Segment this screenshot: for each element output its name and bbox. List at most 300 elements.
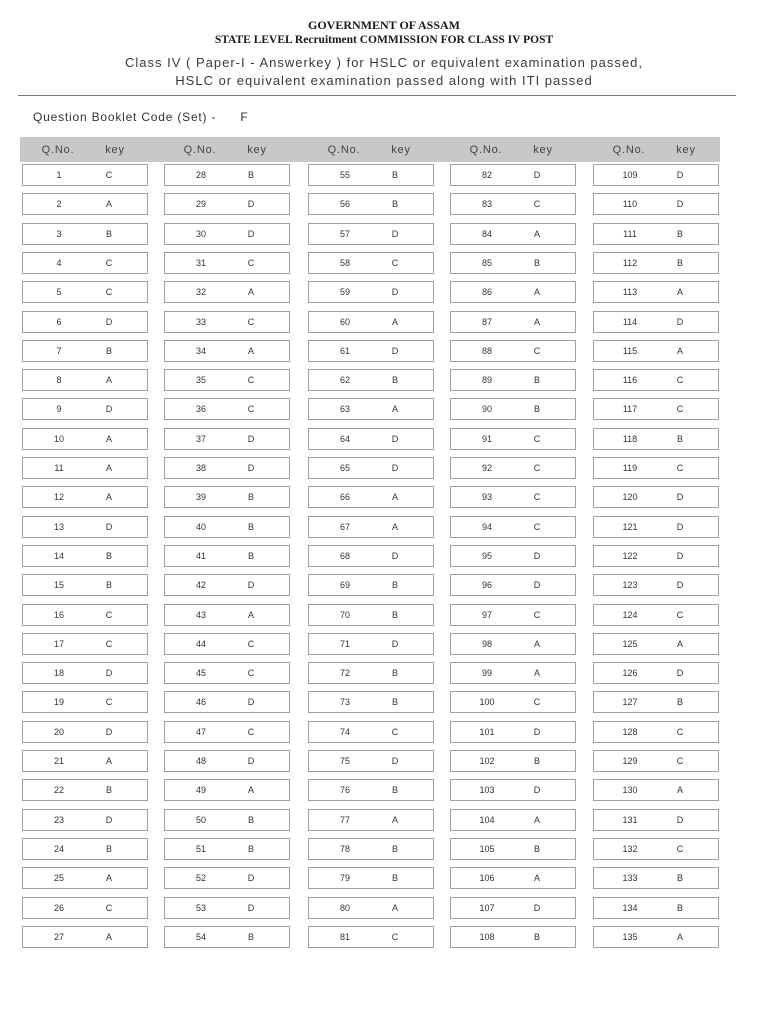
- question-number: 22: [53, 785, 64, 795]
- question-number: 51: [195, 844, 206, 854]
- question-number: 33: [195, 317, 206, 327]
- question-number: 32: [195, 287, 206, 297]
- answer-key: A: [533, 873, 540, 883]
- question-number: 123: [622, 580, 638, 590]
- answer-key: C: [533, 697, 541, 707]
- answer-key: D: [105, 522, 113, 532]
- answer-key: A: [247, 287, 254, 297]
- question-number: 78: [339, 844, 350, 854]
- question-number: 74: [339, 727, 350, 737]
- question-number: 89: [481, 375, 492, 385]
- answer-key: A: [676, 346, 683, 356]
- question-number: 64: [339, 434, 350, 444]
- answer-row: [450, 281, 576, 303]
- answer-row: [308, 867, 434, 889]
- question-number: 83: [481, 199, 492, 209]
- answer-row: [164, 750, 290, 772]
- answer-row: [450, 545, 576, 567]
- answer-key: D: [533, 903, 541, 913]
- question-number: 31: [195, 258, 206, 268]
- answer-row: [164, 604, 290, 626]
- answer-row: [308, 545, 434, 567]
- answer-row: [308, 281, 434, 303]
- question-number: 13: [53, 522, 64, 532]
- question-number: 114: [622, 317, 638, 327]
- answer-key: D: [533, 785, 541, 795]
- answer-row: [593, 691, 719, 713]
- question-number: 41: [195, 551, 206, 561]
- question-number: 87: [481, 317, 492, 327]
- answer-row: [22, 779, 148, 801]
- question-number: 12: [53, 492, 64, 502]
- question-number: 47: [195, 727, 206, 737]
- answer-row: [308, 311, 434, 333]
- answer-key: C: [533, 199, 541, 209]
- answer-row: [450, 662, 576, 684]
- answer-row: [593, 486, 719, 508]
- answer-key: D: [676, 580, 684, 590]
- question-number: 55: [339, 170, 350, 180]
- answer-key: A: [105, 434, 112, 444]
- answer-row: [450, 867, 576, 889]
- question-number: 85: [481, 258, 492, 268]
- answer-key: B: [391, 610, 398, 620]
- answer-row: [22, 867, 148, 889]
- booklet-code: [33, 110, 249, 124]
- answer-key: A: [105, 873, 112, 883]
- answer-key: B: [676, 873, 683, 883]
- question-number: 46: [195, 697, 206, 707]
- answer-key: C: [676, 844, 684, 854]
- answer-key: A: [105, 756, 112, 766]
- answer-row: [593, 428, 719, 450]
- answer-key: D: [247, 463, 255, 473]
- document-header: [0, 18, 768, 90]
- answer-row: [450, 340, 576, 362]
- question-number: 44: [195, 639, 206, 649]
- answer-key: B: [391, 668, 398, 678]
- answer-row: [164, 516, 290, 538]
- answer-row: [593, 897, 719, 919]
- answer-row: [593, 340, 719, 362]
- question-number: 68: [339, 551, 350, 561]
- answer-row: [22, 691, 148, 713]
- question-number: 48: [195, 756, 206, 766]
- question-number: 4: [56, 258, 62, 268]
- answer-key: D: [533, 580, 541, 590]
- answer-key: C: [247, 258, 255, 268]
- answer-key: D: [676, 551, 684, 561]
- answer-row: [308, 633, 434, 655]
- answer-row: [22, 252, 148, 274]
- answer-key: B: [391, 199, 398, 209]
- answer-key: B: [247, 492, 254, 502]
- answer-row: [450, 721, 576, 743]
- question-number: 118: [622, 434, 638, 444]
- question-number: 135: [622, 932, 638, 942]
- question-number: 56: [339, 199, 350, 209]
- answer-row: [22, 809, 148, 831]
- answer-row: [164, 691, 290, 713]
- answer-row: [308, 779, 434, 801]
- answer-table-header: [20, 137, 720, 162]
- question-number: 8: [56, 375, 62, 385]
- answer-key: B: [247, 551, 254, 561]
- answer-row: [593, 223, 719, 245]
- answer-row: [450, 604, 576, 626]
- answer-row: [450, 252, 576, 274]
- answer-key: C: [533, 492, 541, 502]
- question-number: 18: [53, 668, 64, 678]
- answer-row: [164, 369, 290, 391]
- answer-row: [450, 779, 576, 801]
- answer-row: [22, 545, 148, 567]
- question-number: 101: [479, 727, 495, 737]
- header-qno-4: Q.No.: [469, 144, 503, 156]
- answer-row: [164, 398, 290, 420]
- question-number: 98: [481, 639, 492, 649]
- answer-key: B: [105, 785, 112, 795]
- question-number: 81: [339, 932, 350, 942]
- answer-key: B: [391, 785, 398, 795]
- answer-key: A: [247, 610, 254, 620]
- answer-key: C: [391, 932, 399, 942]
- answer-row: [593, 926, 719, 948]
- answer-key: D: [391, 346, 399, 356]
- answer-row: [164, 574, 290, 596]
- answer-row: [450, 369, 576, 391]
- answer-key: C: [676, 404, 684, 414]
- question-number: 61: [339, 346, 350, 356]
- answer-key: A: [105, 492, 112, 502]
- answer-row: [22, 369, 148, 391]
- answer-key: A: [676, 785, 683, 795]
- answer-key: B: [676, 434, 683, 444]
- answer-row: [593, 193, 719, 215]
- answer-row: [164, 545, 290, 567]
- answer-row: [22, 457, 148, 479]
- question-number: 117: [622, 404, 638, 414]
- answer-row: [22, 633, 148, 655]
- answer-row: [450, 223, 576, 245]
- answer-key: D: [105, 404, 113, 414]
- question-number: 110: [622, 199, 638, 209]
- answer-row: [22, 311, 148, 333]
- question-number: 90: [481, 404, 492, 414]
- answer-row: [450, 574, 576, 596]
- answer-key: C: [247, 668, 255, 678]
- answer-key: A: [676, 932, 683, 942]
- question-number: 131: [622, 815, 638, 825]
- question-number: 50: [195, 815, 206, 825]
- answer-row: [22, 926, 148, 948]
- answer-key: B: [676, 258, 683, 268]
- question-number: 5: [56, 287, 62, 297]
- answer-key: B: [391, 697, 398, 707]
- answer-key: D: [247, 434, 255, 444]
- question-number: 38: [195, 463, 206, 473]
- answer-key: D: [391, 463, 399, 473]
- question-number: 42: [195, 580, 206, 590]
- answer-row: [164, 164, 290, 186]
- question-number: 21: [53, 756, 64, 766]
- answer-row: [308, 926, 434, 948]
- answer-row: [450, 633, 576, 655]
- answer-row: [450, 457, 576, 479]
- question-number: 35: [195, 375, 206, 385]
- answer-key: B: [105, 229, 112, 239]
- answer-row: [164, 721, 290, 743]
- answer-key: A: [533, 639, 540, 649]
- answer-key: A: [676, 639, 683, 649]
- question-number: 91: [481, 434, 492, 444]
- answer-key: A: [247, 785, 254, 795]
- answer-row: [308, 193, 434, 215]
- answer-key: C: [105, 170, 113, 180]
- answer-row: [593, 838, 719, 860]
- question-number: 16: [53, 610, 64, 620]
- answer-key: A: [105, 375, 112, 385]
- answer-row: [593, 633, 719, 655]
- question-number: 109: [622, 170, 638, 180]
- header-qno-2: Q.No.: [183, 144, 217, 156]
- answer-row: [308, 457, 434, 479]
- answer-row: [164, 897, 290, 919]
- question-number: 63: [339, 404, 350, 414]
- answer-row: [308, 369, 434, 391]
- answer-key: C: [105, 287, 113, 297]
- question-number: 116: [622, 375, 638, 385]
- question-number: 62: [339, 375, 350, 385]
- question-number: 15: [53, 580, 64, 590]
- answer-row: [308, 428, 434, 450]
- answer-key: D: [391, 756, 399, 766]
- answer-key: C: [533, 463, 541, 473]
- answer-row: [450, 691, 576, 713]
- answer-row: [164, 281, 290, 303]
- question-number: 129: [622, 756, 638, 766]
- question-number: 133: [622, 873, 638, 883]
- question-number: 111: [623, 229, 637, 239]
- answer-key: B: [391, 375, 398, 385]
- org-name: GOVERNMENT OF ASSAM: [307, 18, 460, 32]
- answer-row: [22, 750, 148, 772]
- question-number: 53: [195, 903, 206, 913]
- answer-key: B: [391, 170, 398, 180]
- question-number: 128: [622, 727, 638, 737]
- answer-row: [164, 926, 290, 948]
- question-number: 82: [481, 170, 492, 180]
- answer-key: D: [247, 199, 255, 209]
- answer-row: [593, 662, 719, 684]
- question-number: 120: [622, 492, 638, 502]
- header-key-2: key: [247, 144, 267, 156]
- answer-row: [22, 281, 148, 303]
- answer-key: A: [391, 815, 398, 825]
- answer-key: B: [105, 844, 112, 854]
- answer-key: C: [533, 522, 541, 532]
- answer-row: [593, 516, 719, 538]
- answer-row: [450, 750, 576, 772]
- answer-key: B: [391, 873, 398, 883]
- answer-key: B: [247, 815, 254, 825]
- answer-row: [450, 516, 576, 538]
- answer-key: B: [247, 170, 254, 180]
- answer-key: D: [391, 287, 399, 297]
- answer-key: D: [391, 229, 399, 239]
- question-number: 58: [339, 258, 350, 268]
- answer-key: D: [391, 551, 399, 561]
- question-number: 73: [339, 697, 350, 707]
- question-number: 127: [622, 697, 638, 707]
- answer-row: [593, 545, 719, 567]
- answer-row: [308, 809, 434, 831]
- question-number: 60: [339, 317, 350, 327]
- question-number: 66: [339, 492, 350, 502]
- answer-row: [22, 604, 148, 626]
- question-number: 29: [195, 199, 206, 209]
- answer-row: [593, 750, 719, 772]
- answer-key: C: [247, 375, 255, 385]
- question-number: 19: [53, 697, 64, 707]
- answer-key: D: [247, 697, 255, 707]
- answer-key: D: [533, 551, 541, 561]
- question-number: 65: [339, 463, 350, 473]
- question-number: 34: [195, 346, 206, 356]
- question-number: 132: [622, 844, 638, 854]
- question-number: 2: [56, 199, 62, 209]
- answer-row: [593, 867, 719, 889]
- answer-row: [593, 398, 719, 420]
- answer-row: [164, 838, 290, 860]
- booklet-code-value: F: [240, 110, 249, 124]
- answer-row: [164, 486, 290, 508]
- question-number: 30: [195, 229, 206, 239]
- question-number: 7: [56, 346, 62, 356]
- header-qno-5: Q.No.: [612, 144, 646, 156]
- answer-key: C: [247, 727, 255, 737]
- answer-key: D: [105, 727, 113, 737]
- answer-key: C: [676, 375, 684, 385]
- answer-key: C: [391, 258, 399, 268]
- answer-key: D: [105, 317, 113, 327]
- question-number: 134: [622, 903, 638, 913]
- answer-row: [593, 809, 719, 831]
- question-number: 122: [622, 551, 638, 561]
- header-qno-1: Q.No.: [41, 144, 75, 156]
- question-number: 40: [195, 522, 206, 532]
- answer-row: [308, 574, 434, 596]
- question-number: 72: [339, 668, 350, 678]
- answer-row: [164, 193, 290, 215]
- answer-row: [164, 867, 290, 889]
- question-number: 11: [54, 463, 64, 473]
- question-number: 70: [339, 610, 350, 620]
- answer-key: D: [676, 492, 684, 502]
- answer-key: B: [105, 346, 112, 356]
- question-number: 27: [53, 932, 64, 942]
- answer-row: [308, 223, 434, 245]
- answer-row: [308, 340, 434, 362]
- answer-key: D: [247, 903, 255, 913]
- question-number: 95: [481, 551, 492, 561]
- answer-key: C: [247, 404, 255, 414]
- answer-key: D: [676, 815, 684, 825]
- answer-row: [164, 633, 290, 655]
- answer-key: C: [533, 434, 541, 444]
- answer-row: [593, 311, 719, 333]
- question-number: 79: [339, 873, 350, 883]
- question-number: 24: [53, 844, 64, 854]
- question-number: 92: [481, 463, 492, 473]
- question-number: 108: [479, 932, 495, 942]
- answer-key: D: [533, 727, 541, 737]
- answer-row: [164, 223, 290, 245]
- answer-row: [308, 750, 434, 772]
- answer-row: [308, 486, 434, 508]
- question-number: 125: [622, 639, 638, 649]
- question-number: 112: [622, 258, 638, 268]
- header-key-4: key: [533, 144, 553, 156]
- booklet-code-label: Question Booklet Code (Set) -: [33, 110, 217, 124]
- answer-key: B: [247, 844, 254, 854]
- answer-row: [22, 574, 148, 596]
- answer-key: A: [105, 463, 112, 473]
- answer-key: C: [676, 610, 684, 620]
- answer-key: A: [391, 404, 398, 414]
- answer-row: [450, 311, 576, 333]
- answer-row: [164, 428, 290, 450]
- question-number: 99: [481, 668, 492, 678]
- answer-key: C: [676, 727, 684, 737]
- answer-row: [22, 428, 148, 450]
- answer-row: [164, 340, 290, 362]
- answer-key: B: [676, 229, 683, 239]
- question-number: 106: [479, 873, 495, 883]
- answer-row: [308, 662, 434, 684]
- answer-key: D: [247, 756, 255, 766]
- answer-key: A: [533, 668, 540, 678]
- question-number: 1: [56, 170, 62, 180]
- answer-key: D: [105, 668, 113, 678]
- answer-key: B: [533, 932, 540, 942]
- answer-row: [450, 897, 576, 919]
- question-number: 124: [622, 610, 638, 620]
- question-number: 84: [481, 229, 492, 239]
- answer-key: B: [391, 580, 398, 590]
- question-number: 115: [622, 346, 638, 356]
- question-number: 28: [195, 170, 206, 180]
- answer-key: A: [391, 522, 398, 532]
- answer-key: C: [676, 463, 684, 473]
- header-key-3: key: [391, 144, 411, 156]
- answer-key: C: [105, 697, 113, 707]
- answer-key: B: [533, 844, 540, 854]
- answer-row: [22, 486, 148, 508]
- question-number: 94: [481, 522, 492, 532]
- header-key-5: key: [676, 144, 696, 156]
- answer-key: C: [105, 903, 113, 913]
- answer-key: B: [676, 903, 683, 913]
- answer-key: D: [247, 580, 255, 590]
- question-number: 103: [479, 785, 495, 795]
- answer-row: [593, 252, 719, 274]
- answer-row: [22, 398, 148, 420]
- answer-key: B: [533, 404, 540, 414]
- answer-key: D: [247, 229, 255, 239]
- answer-row: [308, 252, 434, 274]
- question-number: 96: [481, 580, 492, 590]
